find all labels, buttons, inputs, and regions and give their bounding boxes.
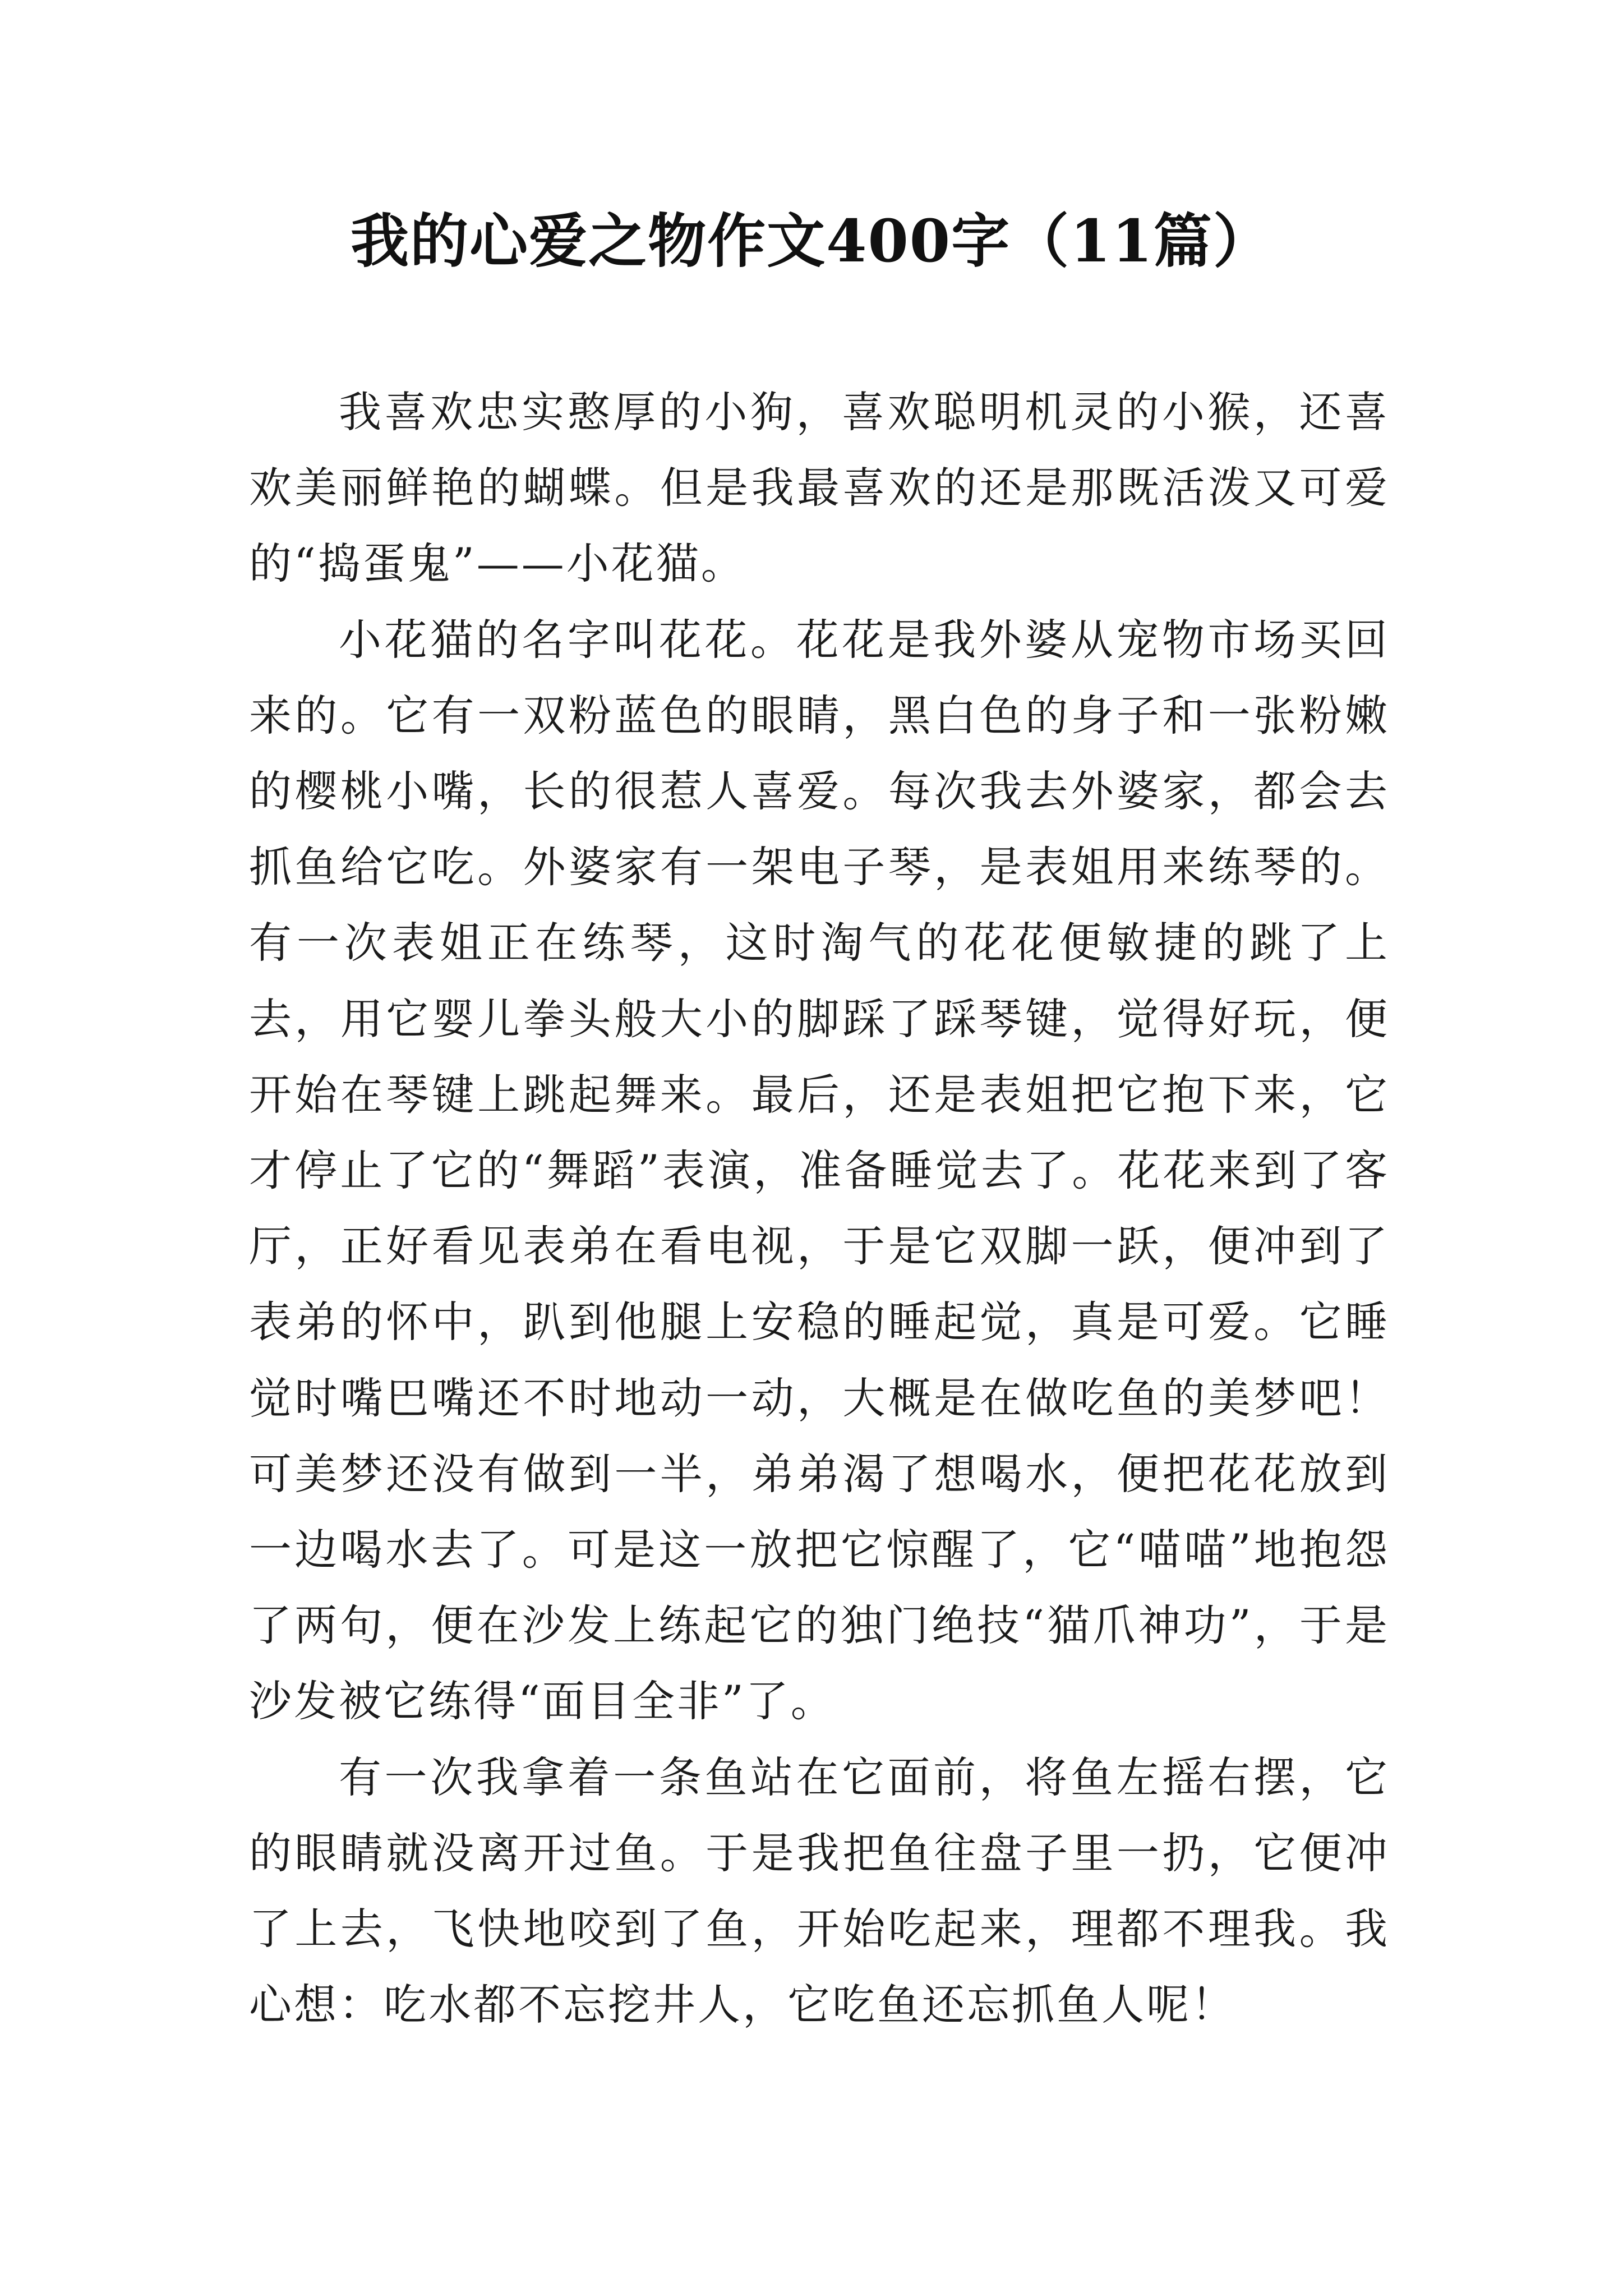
document-body	[249, 374, 1390, 2042]
document-title: 我的心爱之物作文400字（11篇）	[351, 206, 1272, 275]
paragraph-2: 小花猫的名字叫花花。花花是我外婆从宠物市场买回来的。它有一双粉蓝色的眼睛，黑白色的身子和一张粉嫩的樱桃小嘴，长的很惹人喜爱。每次我去外婆家，都会去抓鱼给它吃。外婆家有一架电子琴，是表姐用来练琴的。有一次表姐正在练琴，这时淘气的花花便敏捷的跳了上去，用它婴儿拳头般大小的脚踩了踩琴键，觉得好玩，便开始在琴键上跳起舞来。最后，还是表姐把它抱下来，它才停止了它的“舞蹈”表演，准备睡觉去了。花花来到了客厅，正好看见表弟在看电视，于是它双脚一跃，便冲到了表弟的怀中，趴到他腿上安稳的睡起觉，真是可爱。它睡觉时嘴巴嘴还不时地动一动，大概是在做吃鱼的美梦吧！可美梦还没有做到一半，弟弟渴了想喝水，便把花花放到一边喝水去了。可是这一放把它惊醒了，它“喵喵”地抱怨了两句，便在沙发上练起它的独门绝技“猫爪神功”，于是沙发被它练得“面目全非”了。	[249, 614, 1390, 1727]
paragraph-3: 有一次我拿着一条鱼站在它面前，将鱼左摇右摆，它的眼睛就没离开过鱼。于是我把鱼往盘子里一扔，它便冲了上去，飞快地咬到了鱼，开始吃起来，理都不理我。我心想：吃水都不忘挖井人，它吃鱼还忘抓鱼人呢！	[249, 1752, 1390, 2030]
paragraph-1: 我喜欢忠实憨厚的小狗，喜欢聪明机灵的小猴，还喜欢美丽鲜艳的蝴蝶。但是我最喜欢的还是那既活泼又可爱的“捣蛋鬼”——小花猫。	[249, 387, 1390, 589]
